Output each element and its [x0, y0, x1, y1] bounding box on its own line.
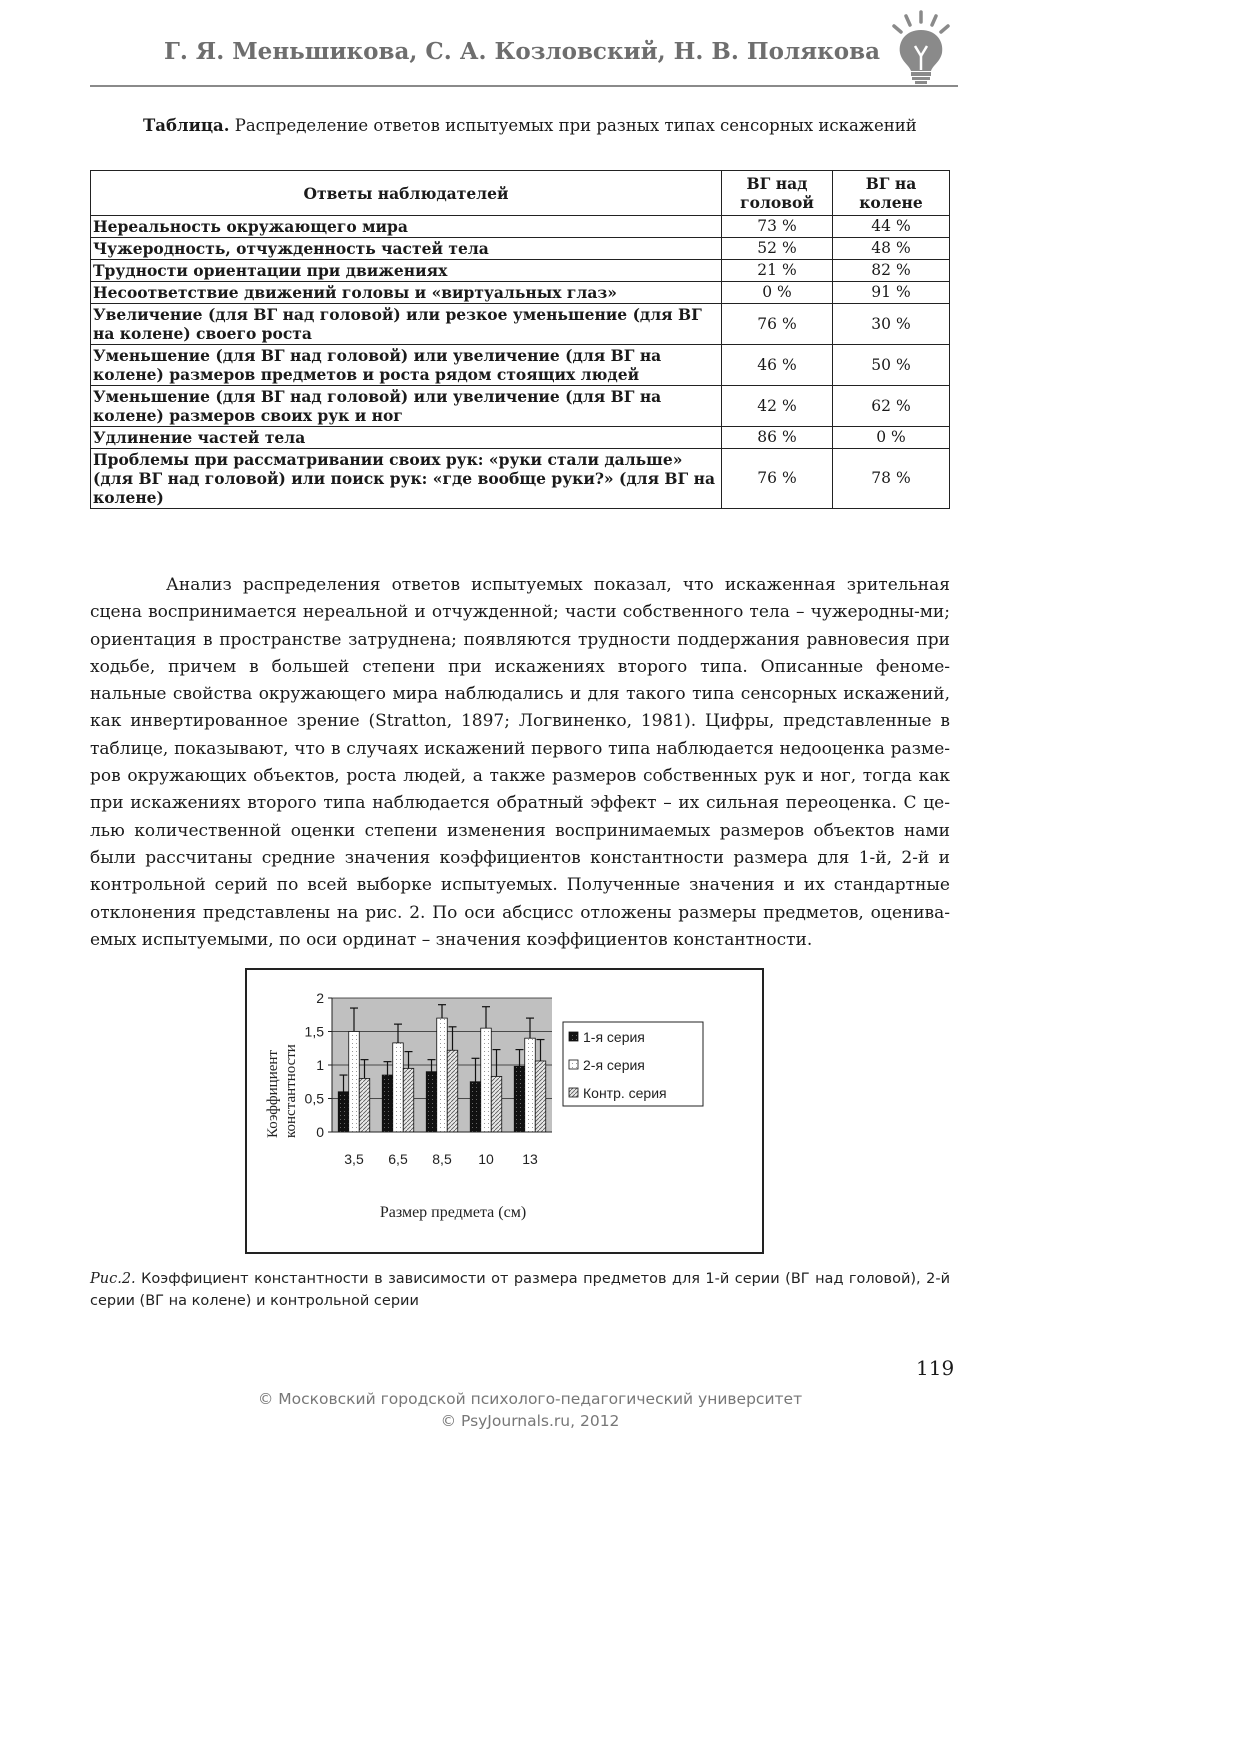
- body-paragraph: Анализ распределения ответов испытуемых показал, что искаженная зрительная сцена воспринимается нереальной и отчужденной; части собственного тела – чужеродны-ми; ориентация в пространстве затруднена; появляются трудности поддержания равновесия при ходьбе, причем в большей степени при искажениях второго типа. Описанные феноме-нальные свойства окружающего мира наблюдались и для такого типа сенсорных искажений, как инвертированное зрение (Stratton, 1897; Логвиненко, 1981). Цифры, представленные в таблице, показывают, что в случаях искажений первого типа наблюдается недооценка разме-ров окружающих объектов, роста людей, а также размеров собственных рук и ног, тогда как при искажениях второго типа наблюдается обратный эффект – их сильная переоценка. С це-лью количественной оценки степени изменения воспринимаемых размеров объектов нами были рассчитаны средние значения коэффициентов константности размера для 1-й, 2-й и контрольной серий по всей выборке испытуемых. Полученные значения и их стандартные отклонения представлены на рис. 2. По оси абсцисс отложены размеры предметов, оценива-емых испытуемыми, по оси ординат – значения коэффициентов константности.: [90, 575, 950, 950]
- constancy-bar-chart: [247, 970, 762, 1252]
- legend-label-series1: 1-я серия: [583, 1029, 645, 1045]
- bar-series2-4: [525, 1038, 536, 1132]
- table-row: [91, 260, 950, 282]
- value-above-head: 76 %: [722, 449, 833, 509]
- row-label: Трудности ориентации при движениях: [91, 260, 722, 282]
- row-label: Проблемы при рассматривании своих рук: «руки стали дальше» (для ВГ над головой) или поиск рук: «где вообще руки?» (для ВГ на колене): [91, 449, 722, 509]
- x-axis-label: Размер предмета (см): [379, 1204, 527, 1221]
- y-tick-label: 0,5: [304, 1090, 324, 1107]
- table-header-row: [91, 171, 950, 216]
- value-above-head: 21 %: [722, 260, 833, 282]
- legend-label-series3: Контр. серия: [583, 1085, 667, 1101]
- y-tick-label: 1: [316, 1057, 324, 1073]
- row-label: Несоответствие движений головы и «виртуальных глаз»: [91, 282, 722, 304]
- x-tick-label: 13: [522, 1151, 538, 1167]
- bar-series2-0: [349, 1032, 360, 1133]
- value-above-head: 52 %: [722, 238, 833, 260]
- value-above-head: 73 %: [722, 216, 833, 238]
- row-label: Нереальность окружающего мира: [91, 216, 722, 238]
- value-on-knee: 50 %: [833, 345, 950, 386]
- value-above-head: 0 %: [722, 282, 833, 304]
- table-row: [91, 238, 950, 260]
- table-row: [91, 386, 950, 427]
- table-row: [91, 304, 950, 345]
- table-row: [91, 216, 950, 238]
- x-tick-label: 6,5: [388, 1151, 408, 1167]
- table-row: [91, 345, 950, 386]
- bar-series2-2: [437, 1018, 448, 1132]
- y-tick-label: 2: [316, 990, 324, 1006]
- table-row: [91, 449, 950, 509]
- responses-table: [90, 170, 950, 509]
- running-head-authors: Г. Я. Меньшикова, С. А. Козловский, Н. В. Полякова: [164, 38, 880, 65]
- row-label: Чужеродность, отчужденность частей тела: [91, 238, 722, 260]
- figure-frame: [245, 968, 764, 1254]
- figure-caption-text: Коэффициент константности в зависимости от размера предметов для 1-й серии (ВГ над головой), 2-й серии (ВГ на колене) и контрольной серии: [90, 1271, 950, 1309]
- row-label: Уменьшение (для ВГ над головой) или увеличение (для ВГ на колене) размеров предметов и роста рядом стоящих людей: [91, 345, 722, 386]
- bar-series1-2: [426, 1072, 437, 1132]
- header-vg-on-knee: ВГ на колене: [833, 171, 950, 216]
- value-on-knee: 62 %: [833, 386, 950, 427]
- page-header: [90, 8, 958, 90]
- table-caption-label: Таблица.: [143, 116, 230, 135]
- value-above-head: 76 %: [722, 304, 833, 345]
- bar-series3-2: [447, 1050, 458, 1132]
- value-on-knee: 78 %: [833, 449, 950, 509]
- lightbulb-logo-icon: [884, 8, 958, 84]
- bar-series1-3: [470, 1082, 481, 1132]
- y-tick-labels: [305, 990, 332, 1140]
- x-tick-label: 8,5: [432, 1151, 452, 1167]
- bar-series3-3: [491, 1076, 502, 1132]
- value-above-head: 86 %: [722, 427, 833, 449]
- value-above-head: 42 %: [722, 386, 833, 427]
- header-rule: [90, 85, 958, 87]
- x-tick-label: 3,5: [344, 1151, 364, 1167]
- value-on-knee: 82 %: [833, 260, 950, 282]
- bar-series1-0: [338, 1092, 349, 1132]
- table-row: [91, 282, 950, 304]
- bar-series2-1: [393, 1043, 404, 1132]
- y-axis-label-line1: Коэффициент: [265, 1050, 281, 1138]
- value-on-knee: 44 %: [833, 216, 950, 238]
- table-caption-text: Распределение ответов испытуемых при разных типах сенсорных искажений: [229, 116, 917, 135]
- y-tick-label: 0: [316, 1124, 324, 1140]
- bar-series3-0: [359, 1078, 370, 1132]
- x-tick-labels: [344, 1151, 538, 1167]
- value-on-knee: 30 %: [833, 304, 950, 345]
- bar-series3-1: [403, 1068, 414, 1132]
- legend-swatch-series1: [569, 1032, 578, 1041]
- header-vg-above-head: ВГ над головой: [722, 171, 833, 216]
- copyright-psyjournals: © PsyJournals.ru, 2012: [440, 1412, 620, 1430]
- x-tick-label: 10: [478, 1151, 494, 1167]
- value-on-knee: 91 %: [833, 282, 950, 304]
- figure-caption: [90, 1268, 950, 1312]
- y-tick-label: 1,5: [304, 1023, 324, 1040]
- legend-swatch-series2: [569, 1060, 578, 1069]
- page-number: 119: [916, 1356, 955, 1380]
- legend-label-series2: 2-я серия: [583, 1057, 645, 1073]
- header-answers: Ответы наблюдателей: [91, 171, 722, 216]
- bar-series3-4: [535, 1061, 546, 1132]
- row-label: Удлинение частей тела: [91, 427, 722, 449]
- value-on-knee: 48 %: [833, 238, 950, 260]
- figure-caption-label: Рис.2.: [90, 1271, 136, 1287]
- bar-series1-1: [382, 1075, 393, 1132]
- table-caption: [143, 116, 917, 135]
- row-label: Уменьшение (для ВГ над головой) или увеличение (для ВГ на колене) размеров своих рук и ног: [91, 386, 722, 427]
- legend-swatch-series3: [569, 1088, 578, 1097]
- bar-series2-3: [481, 1028, 492, 1132]
- copyright-university: © Московский городской психолого-педагогический университет: [257, 1390, 803, 1408]
- table-row: [91, 427, 950, 449]
- value-above-head: 46 %: [722, 345, 833, 386]
- value-on-knee: 0 %: [833, 427, 950, 449]
- y-axis-label-line2: константности: [283, 1044, 299, 1138]
- bar-series1-4: [514, 1066, 525, 1132]
- row-label: Увеличение (для ВГ над головой) или резкое уменьшение (для ВГ на колене) своего роста: [91, 304, 722, 345]
- legend: [563, 1022, 703, 1106]
